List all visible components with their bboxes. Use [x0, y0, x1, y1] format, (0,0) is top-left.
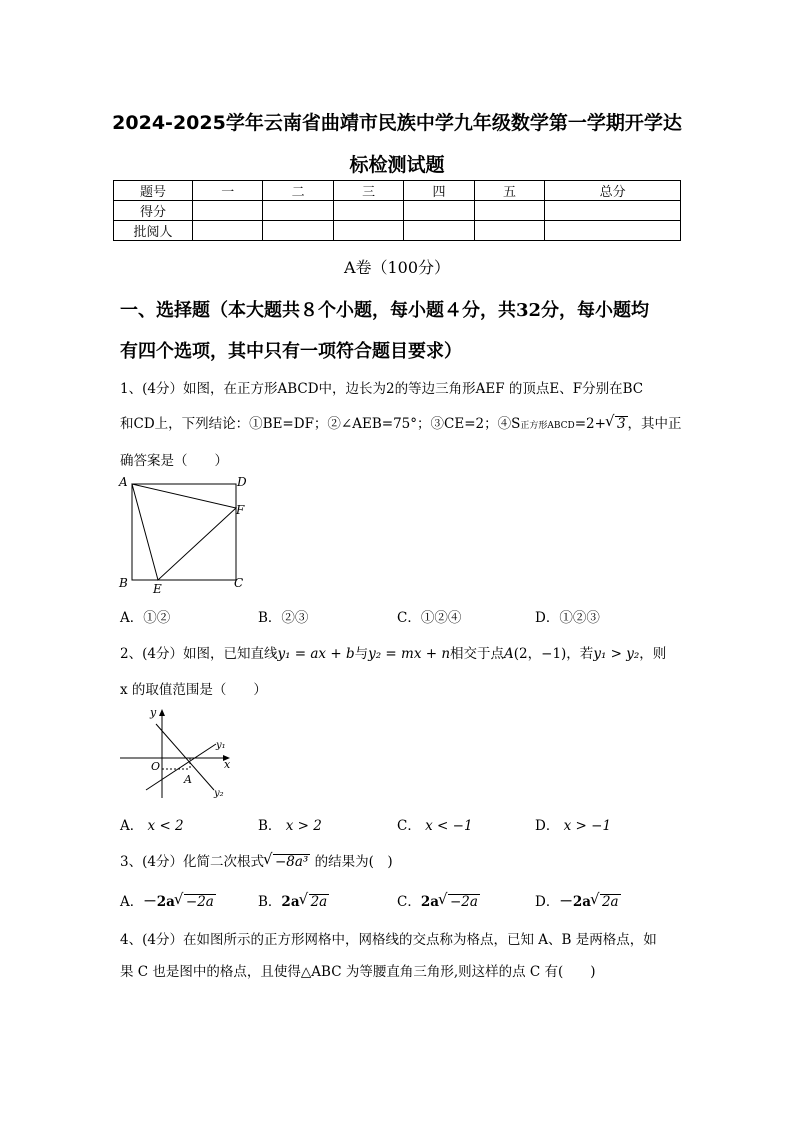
q2-option-c[interactable] — [397, 814, 473, 834]
q3-option-c[interactable] — [397, 890, 480, 910]
q3-option-d[interactable] — [535, 890, 621, 910]
option-label: B． — [258, 818, 282, 834]
score-row-label: 得分 — [114, 201, 193, 221]
q2-lines-figure — [118, 702, 238, 800]
label-y2: y₂ — [214, 788, 224, 799]
q1-option-a[interactable] — [120, 606, 170, 626]
score-header-cell: 二 — [263, 181, 333, 201]
paper-title-line2: 标检测试题 — [349, 154, 445, 176]
score-cell — [263, 221, 333, 241]
label-point-a: A — [184, 773, 192, 786]
option-text: x < −1 — [425, 818, 473, 834]
option-coef: －2a — [143, 894, 175, 910]
score-cell — [474, 221, 544, 241]
option-label: D． — [535, 610, 560, 626]
score-cell — [404, 221, 474, 241]
label-c: C — [234, 576, 244, 590]
score-header-cell: 三 — [333, 181, 403, 201]
label-b: B — [119, 576, 128, 590]
label-e: E — [153, 582, 162, 596]
option-coef: 2a — [281, 894, 300, 910]
option-root: √ −2a — [184, 894, 216, 909]
q2-option-d[interactable] — [535, 814, 611, 834]
option-label: A． — [120, 610, 144, 626]
triangle-aef — [132, 484, 236, 580]
score-cell — [263, 201, 333, 221]
q2-stem-line1 — [120, 642, 666, 662]
q1-stem-text: =2+ — [574, 416, 606, 432]
score-row-label: 批阅人 — [114, 221, 193, 241]
option-label: B． — [258, 894, 282, 910]
score-table — [113, 180, 681, 241]
q2-inequality: y₁ > y₂ — [593, 646, 640, 662]
q4-stem-line2: 果 C 也是图中的格点，且使得△ABC 为等腰直角三角形,则这样的点 C 有( ) — [120, 964, 596, 980]
q1-stem-line3: 确答案是（ ） — [120, 453, 228, 469]
option-label: C． — [397, 894, 421, 910]
score-table-row — [114, 221, 681, 241]
option-label: C． — [397, 818, 421, 834]
label-y: y — [150, 706, 157, 719]
q1-option-c[interactable] — [397, 606, 461, 626]
q2-eq1: y₁ = ax + b — [277, 646, 355, 662]
q2-option-a[interactable] — [120, 814, 184, 834]
y-axis-arrow — [159, 709, 165, 716]
score-cell — [404, 201, 474, 221]
option-text: x > −1 — [563, 818, 612, 834]
score-table-row — [114, 201, 681, 221]
option-coef: 2a — [420, 894, 439, 910]
score-table-header-row — [114, 181, 681, 201]
option-label: A． — [120, 894, 144, 910]
option-text: x < 2 — [147, 818, 184, 834]
q3-radical: √ −8a³ — [273, 854, 310, 869]
option-label: A． — [120, 818, 144, 834]
square-abcd — [132, 484, 236, 580]
score-cell — [333, 201, 403, 221]
q2-point-a: A — [504, 646, 514, 662]
q2-eq2: y₂ = mx + n — [368, 646, 451, 662]
volume-heading: A卷（100分） — [343, 258, 451, 277]
q1-stem-text: 和CD上，下列结论：①BE=DF；②∠AEB=75°；③CE=2；④S — [120, 416, 521, 432]
q2-stem-text: (2，−1)，若 — [513, 646, 594, 662]
option-label: D． — [535, 894, 560, 910]
q1-option-b[interactable] — [258, 606, 308, 626]
score-header-cell: 一 — [193, 181, 263, 201]
q2-stem-text: 相交于点 — [450, 646, 505, 662]
label-d: D — [237, 475, 247, 489]
option-text: ①②③ — [559, 610, 600, 626]
score-header-cell: 题号 — [114, 181, 193, 201]
score-cell — [545, 201, 681, 221]
option-coef: －2a — [559, 894, 591, 910]
score-cell — [333, 221, 403, 241]
score-cell — [545, 221, 681, 241]
label-a: A — [119, 475, 128, 489]
q2-stem-line2: x 的取值范围是（ ） — [120, 682, 267, 698]
q1-subscript: 正方形ABCD — [520, 421, 575, 431]
q1-stem-text: ，其中正 — [627, 416, 682, 432]
option-label: C． — [397, 610, 421, 626]
label-o: O — [151, 760, 161, 773]
option-text: ②③ — [281, 610, 309, 626]
q3-stem-text: 的结果为( ) — [314, 854, 393, 870]
option-text: ①② — [143, 610, 171, 626]
score-header-cell: 四 — [404, 181, 474, 201]
option-text: x > 2 — [285, 818, 322, 834]
option-root: √ −2a — [448, 894, 480, 909]
section1-heading-cont: 有四个选项，其中只有一项符合题目要求） — [120, 341, 462, 362]
q3-stem-text: 3、(4分）化简二次根式 — [120, 854, 264, 870]
q1-square-figure — [115, 474, 250, 596]
q2-stem-text: ，则 — [639, 646, 667, 662]
q3-option-a[interactable] — [120, 890, 216, 910]
q1-option-d[interactable] — [535, 606, 600, 626]
score-header-cell: 总分 — [545, 181, 681, 201]
label-x: x — [224, 758, 231, 771]
score-header-cell: 五 — [474, 181, 544, 201]
option-label: D． — [535, 818, 560, 834]
q3-stem — [120, 850, 393, 870]
paper-title-line1: 2024-2025学年云南省曲靖市民族中学九年级数学第一学期开学达 — [112, 112, 682, 134]
q2-option-b[interactable] — [258, 814, 322, 834]
q2-stem-text: 与 — [354, 646, 369, 662]
label-f: F — [236, 503, 245, 517]
q1-root: √ 3 — [615, 416, 628, 431]
q1-stem-line2 — [120, 412, 682, 432]
q2-stem-text: 2、(4分）如图，已知直线 — [120, 646, 278, 662]
q1-stem-line1: 1、(4分）如图，在正方形ABCD中，边长为2的等边三角形AEF 的顶点E、F分别在BC — [120, 381, 644, 397]
q3-option-b[interactable] — [258, 890, 329, 910]
option-text: ①②④ — [420, 610, 462, 626]
q4-stem-line1: 4、(4分）在如图所示的正方形网格中，网格线的交点称为格点，已知 A、B 是两格点，如 — [120, 932, 657, 948]
option-label: B． — [258, 610, 282, 626]
label-y1: y₁ — [216, 740, 226, 751]
section1-heading: 一、选择题（本大题共８个小题，每小题４分，共32分，每小题均 — [120, 300, 650, 321]
score-cell — [193, 201, 263, 221]
option-root: √ 2a — [309, 894, 330, 909]
score-cell — [474, 201, 544, 221]
score-cell — [193, 221, 263, 241]
option-root: √ 2a — [600, 894, 621, 909]
